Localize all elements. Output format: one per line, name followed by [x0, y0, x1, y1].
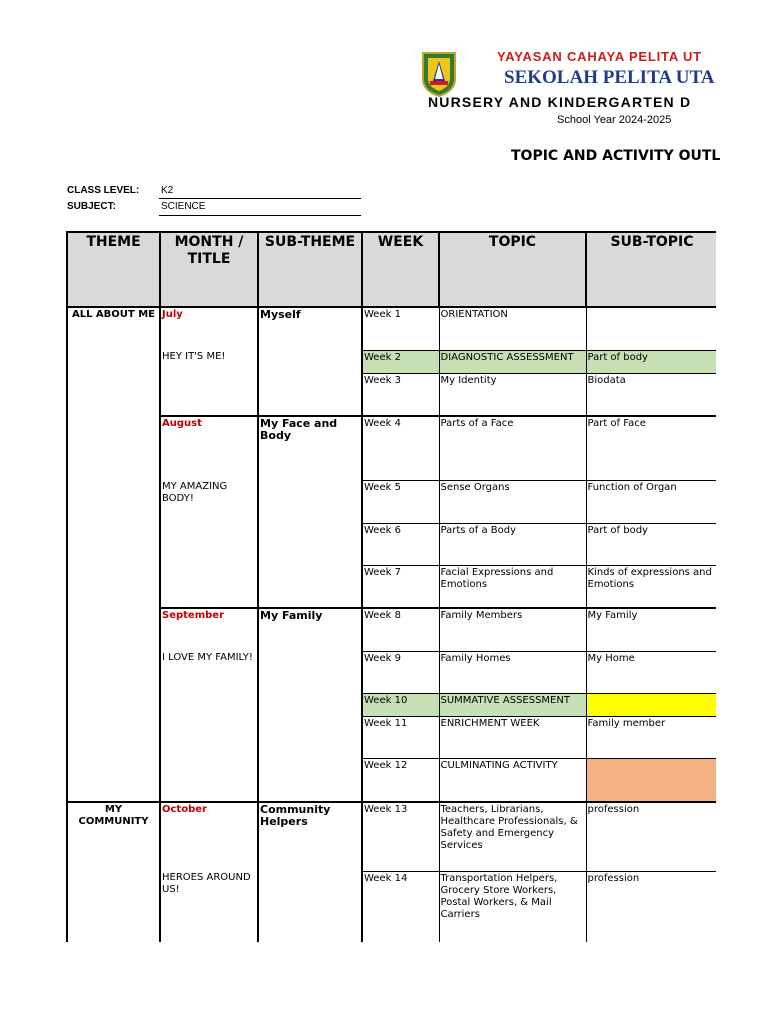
theme-cell [67, 565, 160, 608]
sub-topic-cell: profession [586, 871, 716, 942]
sub-topic-cell: Kinds of expressions and Emotions [586, 565, 716, 608]
foundation-name: YAYASAN CAHAYA PELITA UT [497, 49, 702, 64]
table-row [67, 373, 716, 416]
week-cell: Week 13 [362, 802, 439, 871]
topic-cell: Family Members [439, 608, 586, 651]
topic-cell: DIAGNOSTIC ASSESSMENT [439, 350, 586, 373]
theme-cell [67, 373, 160, 416]
topic-cell: My Identity [439, 373, 586, 416]
title-cell: I LOVE MY FAMILY! [160, 651, 258, 693]
topic-cell: Parts of a Body [439, 523, 586, 565]
month-cell: July [160, 307, 258, 350]
theme-cell [67, 871, 160, 942]
month-cell [160, 373, 258, 416]
school-name: SEKOLAH PELITA UTA [504, 67, 715, 88]
table-row [67, 716, 716, 758]
sub-topic-cell: Part of body [586, 523, 716, 565]
theme-cell: MY COMMUNITY [67, 802, 160, 871]
topic-cell: CULMINATING ACTIVITY [439, 758, 586, 802]
header-topic: TOPIC [439, 232, 586, 307]
table-row [67, 871, 716, 942]
week-cell: Week 10 [362, 693, 439, 716]
table-row [67, 307, 716, 350]
sub-theme-cell [258, 716, 362, 758]
theme-cell [67, 651, 160, 693]
month-cell [160, 565, 258, 608]
topic-cell: Family Homes [439, 651, 586, 693]
sub-theme-cell [258, 693, 362, 716]
sub-topic-cell [586, 693, 716, 716]
sub-theme-cell [258, 373, 362, 416]
sub-theme-cell: Myself [258, 307, 362, 350]
month-cell: August [160, 416, 258, 480]
week-cell: Week 11 [362, 716, 439, 758]
table-row [67, 565, 716, 608]
sub-topic-cell: My Family [586, 608, 716, 651]
class-level-value: K2 [161, 185, 174, 196]
sub-theme-cell [258, 565, 362, 608]
topic-cell: SUMMATIVE ASSESSMENT [439, 693, 586, 716]
sub-theme-cell [258, 758, 362, 802]
topic-cell: Transportation Helpers, Grocery Store Workers, Postal Workers, & Mail Carriers [439, 871, 586, 942]
theme-cell [67, 608, 160, 651]
sub-theme-cell [258, 651, 362, 693]
table-row [67, 416, 716, 480]
table-row [67, 350, 716, 373]
table-row [67, 802, 716, 871]
week-cell: Week 5 [362, 480, 439, 523]
theme-cell [67, 523, 160, 565]
week-cell: Week 7 [362, 565, 439, 608]
theme-cell [67, 693, 160, 716]
week-cell: Week 4 [362, 416, 439, 480]
department-name: NURSERY AND KINDERGARTEN D [428, 94, 692, 110]
class-level-label: CLASS LEVEL: [67, 185, 140, 196]
theme-cell [67, 350, 160, 373]
topic-cell: ORIENTATION [439, 307, 586, 350]
header-month-title: MONTH / TITLE [160, 232, 258, 307]
sub-topic-cell [586, 307, 716, 350]
topic-outline-table [66, 231, 716, 942]
subject-underline [159, 215, 361, 216]
theme-cell [67, 758, 160, 802]
week-cell: Week 14 [362, 871, 439, 942]
month-cell [160, 758, 258, 802]
document-title: TOPIC AND ACTIVITY OUTL [511, 148, 721, 164]
theme-cell [67, 416, 160, 480]
title-cell: HEROES AROUND US! [160, 871, 258, 942]
topic-outline-table-container [66, 231, 716, 942]
topic-cell: Parts of a Face [439, 416, 586, 480]
theme-cell: ALL ABOUT ME [67, 307, 160, 350]
sub-theme-cell [258, 350, 362, 373]
table-row [67, 523, 716, 565]
sub-theme-cell: My Family [258, 608, 362, 651]
subject-value: SCIENCE [161, 201, 206, 212]
sub-topic-cell: Part of Face [586, 416, 716, 480]
week-cell: Week 9 [362, 651, 439, 693]
week-cell: Week 2 [362, 350, 439, 373]
sub-topic-cell: profession [586, 802, 716, 871]
month-cell: October [160, 802, 258, 871]
header-theme: THEME [67, 232, 160, 307]
header-sub-topic: SUB-TOPIC [586, 232, 716, 307]
topic-cell: Facial Expressions and Emotions [439, 565, 586, 608]
sub-topic-cell [586, 758, 716, 802]
sub-topic-cell: Part of body [586, 350, 716, 373]
title-cell: HEY IT'S ME! [160, 350, 258, 373]
sub-theme-cell [258, 871, 362, 942]
week-cell: Week 3 [362, 373, 439, 416]
header-sub-theme: SUB-THEME [258, 232, 362, 307]
topic-cell: ENRICHMENT WEEK [439, 716, 586, 758]
sub-topic-cell: My Home [586, 651, 716, 693]
week-cell: Week 8 [362, 608, 439, 651]
theme-cell [67, 716, 160, 758]
sub-topic-cell: Function of Organ [586, 480, 716, 523]
sub-topic-cell: Family member [586, 716, 716, 758]
theme-cell [67, 480, 160, 523]
table-header-row [67, 232, 716, 307]
month-cell [160, 523, 258, 565]
topic-cell: Sense Organs [439, 480, 586, 523]
sub-theme-cell [258, 523, 362, 565]
school-crest-logo [421, 51, 457, 97]
sub-topic-cell: Biodata [586, 373, 716, 416]
header-week: WEEK [362, 232, 439, 307]
week-cell: Week 12 [362, 758, 439, 802]
table-row [67, 651, 716, 693]
month-cell: September [160, 608, 258, 651]
school-year: School Year 2024-2025 [557, 114, 672, 126]
subject-label: SUBJECT: [67, 201, 116, 212]
table-row [67, 608, 716, 651]
sub-theme-cell: My Face and Body [258, 416, 362, 480]
title-cell: MY AMAZING BODY! [160, 480, 258, 523]
table-row [67, 480, 716, 523]
table-row [67, 758, 716, 802]
sub-theme-cell: Community Helpers [258, 802, 362, 871]
week-cell: Week 1 [362, 307, 439, 350]
month-cell [160, 693, 258, 716]
sub-theme-cell [258, 480, 362, 523]
table-row [67, 693, 716, 716]
class-level-underline [159, 198, 361, 199]
month-cell [160, 716, 258, 758]
topic-cell: Teachers, Librarians, Healthcare Professionals, & Safety and Emergency Services [439, 802, 586, 871]
week-cell: Week 6 [362, 523, 439, 565]
